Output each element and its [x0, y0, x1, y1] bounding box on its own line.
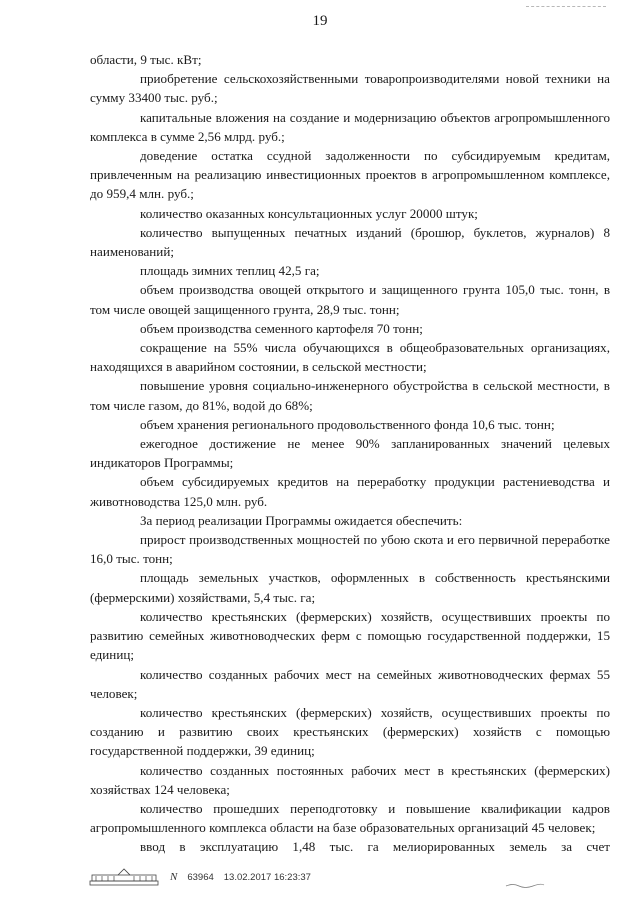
- document-footer: [88, 866, 311, 888]
- document-datetime: 13.02.2017 16:23:37: [223, 871, 311, 883]
- paragraph: количество прошедших переподготовку и повышение квалификации кадров агропромышленного комплекса области на базе образовательных организаций 45 человек;: [90, 800, 610, 836]
- paragraph: объем хранения регионального продовольственного фонда 10,6 тыс. тонн;: [140, 416, 555, 432]
- paragraph: объем субсидируемых кредитов на переработку продукции растениеводства и животноводства 125,0 млн. руб.: [90, 474, 610, 509]
- paragraph: объем производства овощей открытого и защищенного грунта 105,0 тыс. тонн, в том числе овощей защищенного грунта, 28,9 тыс. тонн;: [90, 282, 610, 317]
- document-number: 63964: [187, 871, 214, 883]
- paragraph: области, 9 тыс. кВт;: [90, 52, 202, 67]
- document-body: [90, 50, 610, 857]
- paragraph: доведение остатка ссудной задолженности по субсидируемым кредитам, привлеченным на реализацию инвестиционных проектов в агропромышленном комплексе, до 959,4 млн. руб.;: [90, 148, 610, 202]
- paragraph: площадь зимних теплиц 42,5 га;: [140, 263, 320, 279]
- paragraph: повышение уровня социально-инженерного обустройства в сельской местности, в том числе газом, до 81%, водой до 68%;: [90, 378, 610, 413]
- paragraph: прирост производственных мощностей по убою скота и его первичной переработке 16,0 тыс. тонн;: [90, 532, 610, 567]
- paragraph: За период реализации Программы ожидается обеспечить:: [140, 512, 463, 528]
- paragraph: количество крестьянских (фермерских) хозяйств, осуществивших проекты по развитию семейных животноводческих ферм с помощью государственной поддержки, 15 единиц;: [90, 608, 610, 663]
- page-number: 19: [312, 13, 328, 29]
- stamp-code: N: [170, 871, 178, 883]
- scan-artifact: [526, 6, 606, 10]
- paragraph: количество крестьянских (фермерских) хозяйств, осуществивших проекты по созданию и развитию своих крестьянских (фермерских) хозяйств с помощью государственной поддержки, 39 единиц;: [90, 704, 610, 759]
- paragraph: площадь земельных участков, оформленных в собственность крестьянскими (фермерскими) хозяйствами, 5,4 тыс. га;: [90, 570, 610, 605]
- paragraph: количество выпущенных печатных изданий (брошюр, буклетов, журналов) 8 наименований;: [90, 224, 610, 260]
- paragraph: капитальные вложения на создание и модернизацию объектов агропромышленного комплекса в сумме 2,56 млрд. руб.;: [90, 109, 610, 144]
- scan-artifact-mark: [505, 883, 545, 889]
- paragraph: количество созданных постоянных рабочих мест в крестьянских (фермерских) хозяйствах 124 человека;: [90, 762, 610, 797]
- paragraph: ввод в эксплуатацию 1,48 тыс. га мелиорированных земель за счет: [140, 839, 610, 855]
- government-building-logo: [88, 867, 160, 887]
- paragraph: количество созданных рабочих мест на семейных животноводческих фермах 55 человек;: [90, 666, 610, 701]
- paragraph: приобретение сельскохозяйственными товаропроизводителями новой техники на сумму 33400 тыс. руб.;: [90, 71, 610, 106]
- paragraph: объем производства семенного картофеля 70 тонн;: [140, 320, 423, 336]
- paragraph: сокращение на 55% числа обучающихся в общеобразовательных организациях, находящихся в аварийном состоянии, в сельской местности;: [90, 340, 610, 375]
- paragraph: ежегодное достижение не менее 90% запланированных значений целевых индикаторов Программы;: [90, 436, 610, 471]
- paragraph: количество оказанных консультационных услуг 20000 штук;: [140, 205, 478, 221]
